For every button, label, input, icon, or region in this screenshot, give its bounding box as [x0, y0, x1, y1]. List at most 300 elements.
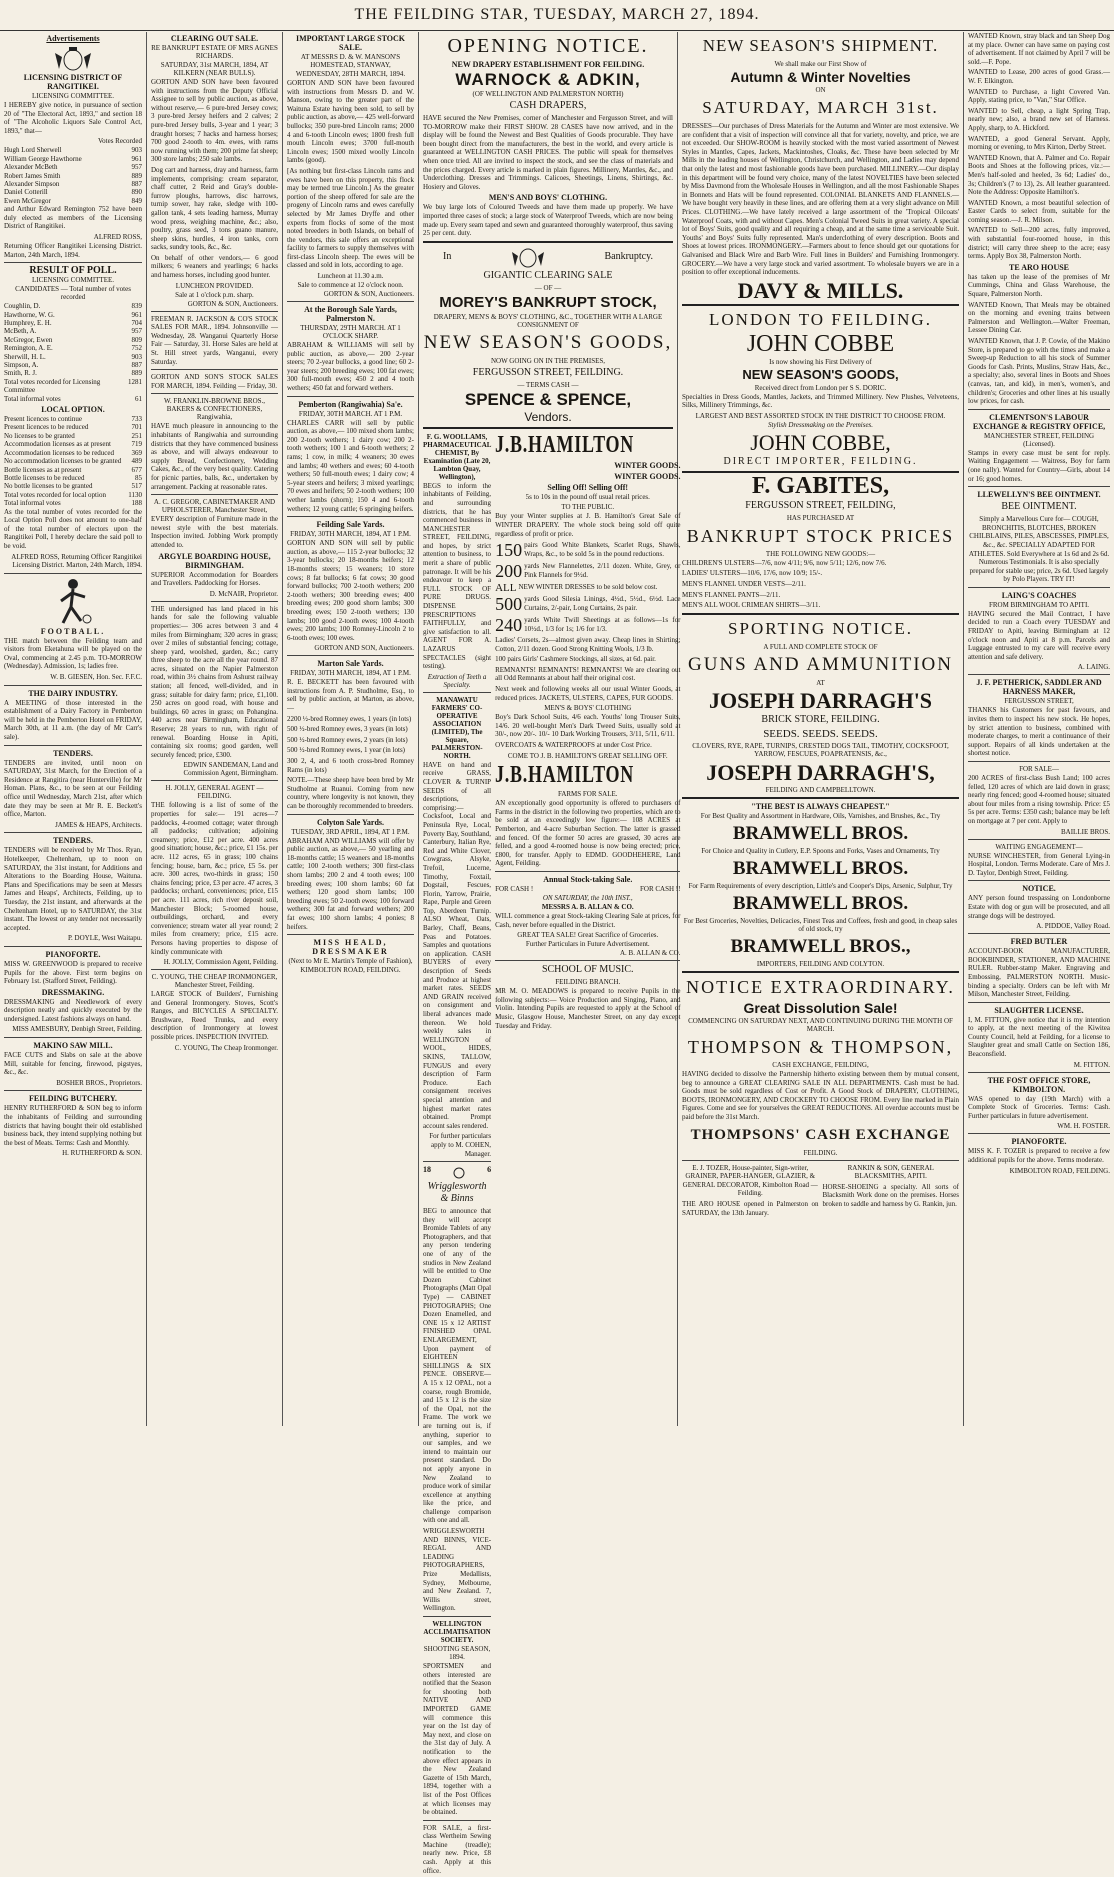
list-item: 300 2, 4, and 6 tooth cross-bred Romney Rams (in lots) [287, 757, 414, 774]
list-item: McGregor, Ewen 809 [4, 335, 142, 344]
ad-subheading: — TERMS CASH — [517, 380, 579, 389]
ad-heading: FARMS FOR SALE. [557, 790, 618, 799]
ad-heading: NOTICE. [1022, 884, 1056, 894]
signature: A. LAING. [1077, 663, 1110, 672]
list-item: McBeth, A. 957 [4, 327, 142, 336]
list-item: Accommodation licenses as at present 719 [4, 440, 142, 449]
ad-headline: BANKRUPT STOCK PRICES [686, 525, 955, 546]
ad-body: Dog cart and harness, dray and harness, farm implements, comprising: cream separator, chaff cutter, 2 Reid and Gray's double-furrow ploughs, harrows, disc harrows, turnip sower, hay rake, sledge with 100-gallon tank, 4 sets leading harness, Murray wood press, weighing machine, &c.; also, poultry, grass seed, 3 tons guano manure, sheep skins, hurdles, 4 iron tanks, corn sacks, sundry tools, &c., &c. [151, 165, 278, 252]
table-caption: CANDIDATES — Total number of votes recorded [15, 285, 131, 302]
royal-crest-icon [449, 1165, 469, 1179]
list-item: Humphrey, E. H. 704 [4, 319, 142, 327]
ad-heading: FEILDING BUTCHERY. [29, 1094, 117, 1104]
section-heading: Advertisements [46, 34, 100, 43]
signature: A. PIDDOE, Valley Road. [1036, 922, 1110, 931]
ad-body: 5s to 10s in the pound off usual retail prices. [525, 492, 650, 501]
ad-heading: Feilding Sale Yards. [316, 520, 385, 530]
ad-body: BEGS to inform the inhabitants of Feilding, and surrounding districts, that he has commenced business in MANCHESTER STREET, FEILDING, and hopes, by strict attention to business, to merit a share of public patronage. It will be his endeavour to keep a FULL STOCK OF PURE DRUGS. DISPENSE PRESCRIPTIONS FAITHFULLY, and give satisfaction to all. AGENT FOR A. LAZARUS SPECTACLES (sight testing). [423, 481, 492, 671]
list-item: ALL NEW WINTER DRESSES to be sold below cost. [495, 582, 658, 595]
signature: D. McNAIR, Proprietor. [209, 589, 278, 598]
ad-headline: JOSEPH DARRAGH'S, [706, 760, 935, 786]
ad-subheading: A FULL AND COMPLETE STOCK OF [763, 642, 878, 651]
ad-subheading: ON [815, 86, 826, 94]
ad-heading: FRED BUTLER [1010, 937, 1068, 947]
list-item: 500 yards Good Silesia Linings, 4½d., 5½d., 6½d. Lace Curtains, 2/-pair, Long Curtains, 2s pair. [495, 594, 681, 615]
ad-body: NOTE.—These sheep have been bred by Mr Studholme at Ruanui. Coming from new country, where longevity is not known, they can be thoroughly recommended to breeders. [287, 776, 414, 810]
ad-body: I, M. FITTON, give notice that it is my intention to apply, at the next meeting of the Kiwitea County Council, held at Feilding, for a license to Slaughter great and small Cattle on Section 186, Beaconsfield. [968, 1015, 1110, 1059]
ad-heading: IMPORTANT LARGE STOCK SALE. [295, 34, 406, 52]
newspaper-title: THE FEILDING STAR, TUESDAY, MARCH 27, 1894. [354, 6, 760, 23]
list-item: MEN'S FLANNEL UNDER VESTS—2/11. [682, 580, 806, 589]
list-item: Daniel Cotterill 890 [4, 188, 142, 197]
ad-body: Stamps in every case must be sent for reply. Waiting Engagement — Waitress, Boy for farm (one nally). Wanted for Country—Girls, about 14 or 16; good homes. [968, 448, 1110, 483]
ad-body: Specialties in Dress Goods, Mantles, Jackets, and Trimmed Millinery. New Plushes, Velveteens, Silks, Millinery Trimmings, &c. [682, 392, 959, 410]
classified-ad: WANTED, a good General Servant. Apply, morning or evening, to Mrs Kirton, Derby Street. [968, 134, 1110, 152]
ad-subheading: — OF — [534, 283, 562, 292]
ad-body: GORTON AND SON'S STOCK SALES FOR MARCH, 1894. Feilding — Friday, 30. [151, 373, 278, 390]
ad-heading: FOR SALE— [1019, 765, 1059, 773]
ad-heading: A. C. GREGOR, CABINETMAKER AND UPHOLSTERER, Manchester Street, [153, 498, 276, 515]
signature: WRIGGLESWORTH AND BINNS, VICE-REGAL AND LEADING PHOTOGRAPHERS, Prize Medallists, Sydney, Melbourne, and New Zealand. 7, Willis street, Wellington. [423, 1527, 492, 1613]
list-item: Simpson, A. 887 [4, 361, 142, 370]
ad-body: ANY person found trespassing on Londonborne Estate with dog or gun will be prosecuted, and all strange dogs will be destroyed. [968, 894, 1110, 920]
ad-heading: TENDERS. [53, 748, 93, 758]
ad-body: ABRAHAM AND WILLIAMS will offer by public auction, as above,— 50 yearling and 18-months cattle; 15 weaners and 18-months cattle; 100 2-tooth wethers; 300 first-class shorn lambs; 200 2 and 4 tooth ewes; 100 breeding ewes; 100 shorn lambs; 60 fat wethers; 120 good shorn lambs; 100 breeding ewes; 50 2-tooth ewes; 100 forward wethers; 300 fat and forward wethers; 200 fat ewes; 100 shorn lambs; 4 ponies; 8 heifers. [287, 836, 414, 931]
signature: EDWIN SANDEMAN, Land and Commission Agent, Birmingham. [183, 761, 278, 778]
ad-body: THANKS his Customers for past favours, and invites them to inspect his new stock. He hopes, by strict attention to business, combined with moderate charges, to merit a continuance of their support. Repairs of all kinds undertaken at the shortest notice. [968, 706, 1110, 758]
ad-body: has taken up the lease of the premises of Mr Cummings, China and Glass Warehouse, the Square, Palmerston North. [968, 272, 1110, 299]
ad-headline: NEW SEASON'S GOODS, [742, 366, 899, 382]
signature: ALFRED ROSS, [93, 233, 142, 241]
poll-list [4, 302, 142, 403]
ad-heading: WELLINGTON ACCLIMATISATION SOCIETY. [423, 1620, 491, 1644]
ad-subheading: RE BANKRUPT ESTATE OF MRS AGNES RICHARDS. [151, 44, 278, 60]
ad-heading: W. FRANKLIN-BROWNE BROS., BAKERS & CONFECTIONERS, Rangiwahia, [163, 397, 266, 422]
ad-subheading: WINTER GOODS. [614, 471, 681, 481]
list-item: Present licences to continue 733 [4, 415, 142, 424]
ad-body: 100 pairs Girls' Cashmere Stockings, all sizes, at 6d. pair. [495, 655, 656, 664]
ad-heading: PIANOFORTE. [45, 949, 101, 959]
list-item: No licenses to be granted 251 [4, 431, 142, 440]
ad-heading: SCHOOL OF MUSIC. [541, 964, 634, 976]
list-item: William George Hawthorne 961 [4, 154, 142, 163]
ad-subheading: IMPORTERS, FEILDING AND COLYTON. [756, 960, 885, 969]
list-item: Remington, A. E. 752 [4, 344, 142, 353]
ad-headline: OPENING NOTICE. [447, 35, 649, 57]
ad-headline: SPORTING NOTICE. [728, 618, 913, 638]
ad-heading: Wrigglesworth & Binns [427, 1181, 487, 1205]
signature: W. B. GIESEN, Hon. Sec. F.F.C. [50, 673, 142, 682]
ad-subheading: CASH DRAPERS, [509, 100, 587, 111]
ad-body: R. E. BECKETT has been favoured with instructions from A. P. Studholme, Esq., to sell by public auction, at Marton, as above,— [287, 678, 414, 713]
ad-heading: THE FOST OFFICE STORE, KIMBOLTON. [987, 1075, 1091, 1094]
list-item: 2200 ½-bred Romney ewes, 1 years (in lots) [287, 714, 412, 723]
ad-body: [As nothing but first-class Lincoln rams and ewes have been on this property, this flock may be termed true Lincoln.] As the greater portion of the sheep offered for sale are the progeny of Lincoln rams and ewes carefully selected by Mr James Dryffe and other experts from flocks of some of the most noted breeders in both Islands, on behalf of the vendors, this sale offers an exceptional facility to farmers to supply themselves with first-class Lincoln sheep. The ewes will be classed and sold in lots, according to age. [287, 166, 414, 270]
ad-subheading: BRICK STORE, FEILDING. [761, 713, 880, 725]
ad-heading: Colyton Sale Yards. [316, 817, 385, 827]
ad-subheading: LARGEST AND BEST ASSORTED STOCK IN THE DISTRICT TO CHOOSE FROM. [695, 411, 946, 420]
ad-heading: MAKINO SAW MILL. [33, 1041, 113, 1051]
ad-headline: JOHN COBBE, [750, 429, 891, 455]
ad-date: FRIDAY, 30TH MARCH. AT 1 P.M. [298, 409, 403, 418]
list-item: Sherwill, H. L. 903 [4, 352, 142, 361]
classified-ad: WANTED Known, that J. P. Cowie, of the Makino Store, is prepared to go with the times and make a Sweep-up Reduction to all his stock of Summer Goods for Cash. Prints, Muslins, Straw Hats, &c., a specialty; also, several lines in Boots and Shoes (canvas, tan, and kid), in men's, women's, and children's; Groceries and other lines at his usually low prices, for cash. [968, 337, 1110, 406]
ad-headline: BRAMWELL BROS. [732, 893, 909, 915]
ad-subheading: DIRECT IMPORTER, FEILDING. [723, 455, 918, 467]
classified-ad: WANTED Known, that A. Palmer and Co. Repair Boots and Shoes at the following prices, viz.:—Men's half-soled and heeled, 3s 6d; Ladies' do., 3s; Children's (7 to 13), 2s. All leather guaranteed. Note the Address: Opposite Hamilton's. [968, 153, 1110, 197]
ad-body: GORTON AND SON will sell by public auction, as above,— 115 2-year bullocks; 32 3-year bullocks; 20 18-months heifers; 12 18-months steers; 15 weaners; 10 store cows; 8 fat bullocks; 6 fat cows; 30 good forward bullocks; 700 2-tooth wethers; 200 2-tooth wethers; 300 breeding ewes; 400 breeding ewes; 200 good shorn lambs; 300 breeding ewes; 150 2-tooth wethers; 130 lambs; 100 good 2-tooth ewes; 100 4-tooth ewes; 200 lambs; 100 Romney-Lincoln 2 to 6-tooth ewes; 100 ewes. [287, 539, 414, 642]
ad-subheading: FERGUSSON STREET, [1004, 697, 1074, 706]
ad-headline: Great Dissolution Sale! [743, 1000, 898, 1017]
signature: GORTON AND SON, Auctioneers. [314, 644, 414, 653]
signature: A. B. ALLAN & CO. [619, 949, 681, 958]
ad-heading: MESSRS A. B. ALLAN & CO. [541, 902, 634, 911]
ad-headline: SPENCE & SPENCE, [464, 389, 632, 409]
classified-ad: WANTED Known, stray black and tan Sheep Dog at my place. Owner can have same on paying cost of advertisement. If not claimed by April 7 will be sold.—F. Pope. [968, 32, 1110, 66]
list-item: 240 yards White Twill Sheetings at as follows—1s for 10½d., 1/3 for 1s; 1/6 for 1/3. [495, 615, 681, 636]
list-item: 500 ½-bred Romney ewes, 3 years (in lots) [287, 725, 408, 734]
list-item: Accommodation licenses to be reduced 369 [4, 448, 142, 457]
signature: BOSHER BROS., Proprietors. [56, 1078, 142, 1087]
ad-body: FOR SALE, a first-class Wertheim Sewing Machine (treadle); nearly new. Price, £8 cash. Apply at this office. [423, 1823, 492, 1875]
list-item: 150 pairs Good White Blankets, Scarlet Rugs, Shawls, Wraps, &c., to be sold 5s in the pound reductions. [495, 540, 681, 561]
royal-crest-icon [53, 45, 93, 71]
ad-heading: E. J. TOZER, House-painter, Sign-writer, GRAINER, PAPER-HANGER, GLAZIER, & GENERAL DECORATOR, Kimbolton Road — Feilding. [682, 1163, 818, 1198]
ad-body: FACE CUTS and Slabs on sale at the above Mill, suitable for fencing, firewood, pigstyes, &c., &c. [4, 1051, 142, 1077]
ad-subheading: MANCHESTER STREET, FEILDING (Licensed). [983, 431, 1095, 448]
ad-subheading: FEILDING AND CAMPBELLTOWN. [765, 786, 876, 795]
list-item: Total votes recorded for Licensing Committee 1281 [4, 377, 142, 395]
list-item: Alexander Simpson 887 [4, 180, 142, 188]
signature: GORTON & SON, Auctioneers. [187, 299, 278, 308]
ad-body: We buy large lots of Coloured Tweeds and have them made up properly. We have imported three cases of stock; a large stock of Waterproof Tweeds, which are now being made up. Every seam taped and sewn and guaranteed thoroughly waterproof, thus saving 25 per cent. duty. [423, 203, 673, 238]
ad-heading: LOCAL OPTION. [41, 405, 105, 415]
ad-heading: CLEARING OUT SALE. [170, 34, 259, 43]
ad-body: and Arthur Edward Remington 752 have been duly elected as members of the Licensing District of Rangitikei. [4, 205, 142, 231]
ad-headline: THOMPSON & THOMPSON, [687, 1037, 954, 1058]
masthead [0, 0, 1114, 31]
list-item: Coughlin, D. 839 [4, 302, 142, 311]
ad-subheading: COMMENCING ON SATURDAY NEXT, AND CONTINUING DURING THE MONTH OF MARCH. [688, 1017, 953, 1034]
ad-note: Sale at 1 o'clock p.m. sharp. [175, 290, 254, 299]
ad-body: TENDERS will be received by Mr Thos. Ryan, Hotelkeeper, Cheltenham, up to noon on SATURDAY, the 31st instant, for Additions and Alterations to the Boarding House, Waituna. Plans and Specifications may be seen at Messrs James and Heaps', Architects, Feilding, up to Tuesday, the 21st instant, and afterwards at the Cheltenham Hotel, up to SATURDAY, the 31st instant. The lowest or any tender not necessarily accepted. [4, 846, 142, 932]
column-2 [147, 32, 282, 1426]
signature: KIMBOLTON ROAD, FEILDING. [1009, 1166, 1110, 1175]
ad-body: LARGE STOCK of Builders', Furnishing and General Ironmongery. Stoves, Scott's Ranges, and BICYCLES A SPECIALTY. Brushware, Reed Trunks, and every description of Ironmongery at lowest possible prices. INSPECTION INVITED. [151, 990, 278, 1042]
list-item: 500 ½-bred Romney ewes, 1 year (in lots) [287, 746, 405, 755]
ad-subheading: LICENSING COMMITTEE. [31, 276, 115, 285]
ad-body: A MEETING of those interested in the establishment of a Dairy Factory in Pemberton will be held in the Pemberton Hotel on FRIDAY, March 30th, at 11 a.m. (the day of Mr Carr's sale). [4, 698, 142, 742]
list-item: LADIES' ULSTERS—10/6, 17/6, now 10/9; 15/-. [682, 569, 823, 578]
ad-heading: CLEMENTSON'S LABOUR EXCHANGE & REGISTRY OFFICE, [972, 412, 1106, 431]
ad-note: LUNCHEON PROVIDED. [175, 281, 254, 290]
ad-body: MISS K. F. TOZER is prepared to receive a few additional pupils for the above. Terms moderate. [968, 1147, 1110, 1165]
list-item: Alexander McBeth 957 [4, 163, 142, 172]
ad-subheading: NEW DRAPERY ESTABLISHMENT FOR FEILDING. [451, 60, 645, 69]
ad-subheading: LICENSING COMMITTEE. [31, 92, 115, 100]
footballer-illustration-icon [53, 577, 93, 625]
ad-subheading: (OF WELLINGTON AND PALMERSTON NORTH) [472, 90, 624, 98]
ad-heading: "THE BEST IS ALWAYS CHEAPEST." [751, 802, 890, 812]
ad-note: Stylish Dressmaking on the Premises. [767, 420, 874, 429]
hamilton-logo: J.B.HAMILTON [495, 431, 635, 458]
ad-heading: DRESSMAKING. [41, 987, 105, 997]
list-item: Hugh Lord Sherwell 903 [4, 146, 142, 155]
ad-subheading: For Best Groceries, Novelties, Delicacies, Finest Teas and Coffees, fresh and good, in cheap sales of old stock, try [683, 917, 958, 934]
ad-body: TENDERS are invited, until noon on SATURDAY, 31st March, for the Erection of a Residence at Rangitira (near Hunterville) for Mr Homan. Plans, &c., to be seen at our Feilding office until Wednesday, March 21st, after which date they may be seen at Mr R. E. Beckett's office, Marton. [4, 758, 142, 819]
ad-headline: THOMPSONS' CASH EXCHANGE [690, 1126, 951, 1143]
ad-body: COME TO J. B. HAMILTON'S GREAT SELLING OFF. [507, 751, 668, 760]
column-4 [419, 32, 681, 1875]
list-item: 500 ½-bred Romney ewes, 2 years (in lots) [287, 735, 408, 744]
ad-body: BEG to announce that they will accept Bromide Tablets of any Photographers, and that any person tendering one of any of the studios in New Zealand will be entitled to One Dozen Cabinet Photographs (Matt Opal Type) — CABINET PHOTOGRAPHS; One Dozen Enamelled, and ONE 15 x 12 ARTIST FINISHED OPAL ENLARGEMENT, Upon payment of EIGHTEEN SHILLINGS & SIX PENCE. OBSERVE—A 15 x 12 OPAL, not a coarse, rough Bromide, and 15 x 12 is the size of the Opal, not the Frame. The work we are turning out is, if anything, superior to our samples, and we intend to maintain our present standard. Do not apply anyone in New Zealand to produce work of similar excellence at anything like the price, and challenge comparison with one and all. [423, 1207, 492, 1525]
ad-body: CHARLES CARR will sell by public auction, as above,— 100 mixed shorn lambs; 200 2-tooth wethers; 1 dairy cow; 200 2-tooth wethers; 100 1 and 6-tooth wethers; 2 rams; 1 cow, in milk; 4 weaners; 30 ewes and lambs; 40 wethers and ewes; 60 4-tooth wethers; 50 full-mouth ewes; 1 dairy cow; 4 5-year steers and heifers; 3 mixed yearlings; 70 ewes and heifers; 50 2-tooth wethers; 100 wether lambs (shorn); 150 4 and 6-tooth wethers; 12 young cattle; 6 springing heifers. [287, 418, 414, 513]
ad-body: Next week and following weeks all our usual Winter Goods, at reduced prices. JACKETS, ULSTERS, CAPES, FUR GOODS. [495, 685, 681, 702]
ad-heading: MEN'S AND BOYS' CLOTHING. [488, 193, 608, 203]
ad-date: 6 [487, 1165, 492, 1175]
ad-body: THE match between the Feilding team and visitors from Eketahuna will be played on the Oval, commencing at 2.45 p.m. TO-MORROW (Wednesday). Admission, 1s; ladies free. [4, 636, 142, 671]
ad-subheading: Selling Off! Selling Off! [547, 482, 629, 492]
ad-heading: H. JOLLY, GENERAL AGENT — FEILDING. [165, 784, 264, 801]
list-item: Total informal votes 188 [4, 499, 142, 508]
list-item: MEN'S ALL WOOL CRIMEAN SHIRTS—3/11. [682, 601, 821, 610]
list-item: Hawthorne, W. G. 961 [4, 310, 142, 319]
list-item: Present licences to be reduced 701 [4, 423, 142, 432]
ad-note: Further Particulars in Future Advertisement. [525, 940, 650, 949]
ad-body: GORTON AND SON have been favoured with instructions from Messrs D. and W. Manson, owing to the greater part of the Waituna Estate having been sold, to sell by public auction, as above,— 425 well-forward bullocks; 350 pure-bred Lincoln rams; 2000 4 and 6-tooth Lincoln ewes; 1800 fresh full mouth Lincoln ewes; 3700 full-mouth Lincoln ewes; 1500 mixed woolly Lincoln lambs (good). [287, 79, 414, 165]
ad-subheading: DRAPERY, MEN'S & BOYS' CLOTHING, &C., TOGETHER WITH A LARGE CONSIGNMENT OF [433, 312, 663, 329]
signature: JAMES & HEAPS, Architects. [55, 820, 142, 829]
ad-date: TUESDAY, 3RD APRIL, 1894, AT 1 P.M. [291, 827, 410, 836]
ad-headline: F. GABITES, [751, 472, 890, 499]
ad-heading: MANAWATU FARMERS' CO-OPERATIVE ASSOCIATION (LIMITED), The Square, PALMERSTON-NORTH. [431, 695, 483, 760]
column-5 [678, 32, 963, 1426]
ad-body: HAVING secured the Mail Contract, I have decided to run a Coach every TUESDAY and FRIDAY to Apiti, leaving Birmingham at 12 o'clock noon and Apiti at 8 p.m. Parcels and Luggage entrusted to my care will receive every attention and safe delivery. [968, 609, 1110, 661]
list-item: No bottle licenses to be granted 517 [4, 482, 142, 491]
ad-headline: DAVY & MILLS. [737, 277, 904, 303]
ad-subheading: WINTER GOODS. [614, 460, 681, 470]
list-item: No accommodation licenses to be granted 489 [4, 457, 142, 466]
ad-heading: J. F. PETHERICK, SADDLER AND HARNESS MAKER, [976, 678, 1102, 697]
classified-ad: WANTED Known, a most beautiful selection of Easter Cards to select from, suitable for the coming season.—J. R. Milson. [968, 198, 1110, 224]
ad-label: In [443, 250, 452, 262]
ad-body: (Next to Mr E. Martin's Temple of Fashion), KIMBOLTON ROAD, FEILDING. [288, 957, 413, 974]
ad-heading: LLEWELLYN'S BEE OINTMENT. [977, 490, 1101, 500]
ad-body: On behalf of other vendors,— 6 good milkers; 6 weaners and yearlings; 6 hacks and harness horses, including good hunter. [151, 253, 278, 280]
ad-subheading: NOW GOING ON IN THE PREMISES, [490, 356, 606, 365]
ad-body: HAVE on hand and receive GRASS, CLOVER & TURNIP SEEDS of all descriptions, comprising:—Cocksfoot, Local and Peninsula Rye, Local, Poverty Bay, Southland, Canterbury, Italian Rye, Red and White Clover, Cowgrass, Alsyke, Trefoil, Lucerne, Timothy, Foxtail, Dogstail, Fescues, Florin, Yarrow, Prairie, Rape, Purple and Green Top, Aberdeen Turnip. ALSO Wheat, Oats, Barley, Chaff, Beans, Peas and Potatoes. Samples and quotations on application. CASH BUYERS of every description of Seeds and Produce at highest market rates. SEEDS AND GRAIN received on consignment and liberal advances made thereon. We hold weekly sales in WELLINGTON of WOOL, HIDES, SKINS, TALLOW, FUNGUS and every description of Farm Produce. Each consignment receives special attention and highest market rates obtained. Prompt account sales rendered. [423, 760, 492, 1130]
column-1 [0, 32, 146, 1426]
ad-subheading: THE FOLLOWING NEW GOODS:— [765, 549, 876, 558]
list-item: Bottle licenses to be reduced 85 [4, 473, 142, 482]
ad-subheading: FERGUSSON STREET, FEILDING, [745, 499, 896, 511]
ad-note: Extraction of Teeth a Specialty. [427, 672, 487, 689]
ad-headline: NOTICE EXTRAORDINARY. [686, 977, 955, 998]
ad-body: WILL commence a great Stock-taking Clearing Sale at prices, for Cash, never before equalled in the District. [495, 911, 681, 929]
ad-note: GREAT TEA SALE! Great Sacrifice of Groceries. [517, 931, 659, 940]
ad-body: THE undersigned has land placed in his hands for sale the following valuable properties:— 306 acres between 3 and 4 miles from Birmingham; 320 acres in grass; over 2 miles of substantial fencing; cottage, sheep yard, woolshed, garden, &c.; carry three sheep to the acre all the year round. 87 acres, situated on the Napier Palmerston road, within 3½ chains from Ashurst railway station; all fenced, well-divided, and in grass; suitable for dairy farm; price, £1,100. 250 acres on good road, with house and buildings, 60 acres in grass; on Pohangina. 440 acres near Birmingham, Educational Reserve; 28 years to run, with right of renewal. Boarding House in Apiti, containing six rooms; good garden, well securely fenced; price, £300. [151, 604, 278, 759]
ad-body: HORSE-SHOEING a specialty. All sorts of Blacksmith Work done on the premises. Horses broken to saddle and harness by G. Rankin, jun. [822, 1182, 959, 1208]
ad-headline: SATURDAY, MARCH 31st. [702, 98, 939, 117]
list-item: Total votes recorded for local option 1130 [4, 490, 142, 499]
table-caption: Votes Recorded [98, 137, 142, 146]
hamilton-logo: J.B.HAMILTON [495, 762, 635, 789]
ad-heading: Pemberton (Rangiwahia) Sa'e. [298, 399, 403, 409]
ad-body: WAS opened to day (19th March) with a Complete Stock of Groceries. Terms: Cash. Further particulars in future advertisement. [968, 1094, 1110, 1120]
list-item: CHILDREN'S ULSTERS—7/6, now 4/11; 9/6, now 5/11; 12/6, now 7/6. [682, 558, 887, 567]
signature: P. DOYLE, West Waitapu. [67, 934, 142, 943]
ad-subheading: FROM BIRMINGHAM TO APITI. [988, 600, 1090, 609]
ad-body: As the total number of votes recorded for the Local Option Poll does not amount to one-half of the total number of electors upon the Rangitikei Poll, I hereby declare the said poll to be void. [4, 507, 142, 550]
column-3 [283, 32, 418, 1426]
ad-headline: MOREY'S BANKRUPT STOCK, [439, 293, 657, 311]
ad-body: GORTON AND SON have been favoured with instructions from the Deputy Official Assignee to sell by public auction, as above, without reserve,— 6 pure-bred Jersey cows; 3 pure-bred Jersey heifers and 2 calves; 2 pure-bred Jersey bulls, 3-year and 1 year; 3 draught horses; 7 hacks and harness horses; 700 good 2-tooth to 4m. ewes, with rams now running with them; 200 prime fat sheep; 300 store lambs; 250 sale lambs. [151, 78, 278, 164]
signature: H. RUTHERFORD & SON. [62, 1149, 142, 1158]
ad-headline: NEW SEASON'S SHIPMENT. [702, 36, 939, 55]
ad-subheading: FERGUSSON STREET, FEILDING. [472, 366, 624, 378]
list-item: Robert James Smith 889 [4, 171, 142, 180]
ad-body: SPORTSMEN and others interested are notified that the Season for shooting both NATIVE AND IMPORTED GAME will commence this year on the 1st day of May next, and close on the 31st day of July. A notification to the above effect appears in the New Zealand Gazette of 15th March, 1894, together with a list of the Post Offices at which licenses may be obtained. [423, 1662, 492, 1817]
signature: GORTON & SON, Auctioneers. [323, 290, 414, 299]
ad-body: AN exceptionally good opportunity is offered to purchasers of Farms in the district in the following two properties, which are to be sold at an exceedingly low figure:— 108 ACRES at Pemberton, and 4-acre Suburban Section. The latter is grassed and fenced. Of the former 50 acres are grassed, 30 acres are felled, and a good 4-roomed house is now being erected; price, £800, for transfer. Apply to EDMD. GOODHEHERE, Land Agent, Feilding. [495, 799, 681, 868]
ad-date: ON SATURDAY, the 10th INST., [542, 893, 633, 902]
ad-heading: GIGANTIC CLEARING SALE [483, 269, 613, 281]
ad-heading: LAING'S COACHES [1001, 590, 1077, 600]
signature: ALFRED ROSS, Returning Officer Rangitikei Licensing District. Marton, 24th March, 1894. [11, 552, 142, 570]
ad-heading: RESULT OF POLL. [29, 265, 117, 277]
ad-body: CLOVERS, RYE, RAPE, TURNIPS, CRESTED DOGS TAIL, TIMOTHY, COCKSFOOT, YARROW, FESCUES, POAPRATENSIS, &c., [692, 741, 949, 759]
list-item: Bottle licenses as at present 677 [4, 465, 142, 474]
ad-headline: BRAMWELL BROS. [732, 823, 909, 845]
ad-headline: BRAMWELL BROS. [732, 858, 909, 880]
ad-subheading: For Choice and Quality in Cutlery, E.P. Spoons and Forks, Vases and Ornaments, Try [701, 847, 940, 856]
vote-list [4, 146, 142, 205]
list-item: 200 yards New Flannelettes, 2/11 dozen. White, Grey, or Pink Flannels for 9½d. [495, 561, 681, 582]
ad-heading: TENDERS. [53, 836, 93, 846]
ad-heading: Annual Stock-taking Sale. [543, 874, 633, 884]
ad-subheading: Is now showing his First Delivery of [769, 357, 872, 366]
ad-headline: BRAMWELL BROS., [730, 936, 911, 958]
ad-subheading: SHOOTING SEASON, 1894. [423, 1645, 491, 1661]
ad-body: HAVING decided to dissolve the Partnership hitherto existing between them by mutual consent, beg to announce a GREAT CLEARING SALE IN ALL DEPARTMENTS. Cash must be had. Goods must be sold regardless of Cost or Profit. A Good Stock of DRAPERY, CLOTHING, BOOTS, IRONMONGERY, AND CROCKERY TO CHOOSE FROM. Every line marked in Plain Figures. Come and see for yourselves the GREAT REDUCTIONS. All overdue accounts must be paid before the 31st March. [682, 1070, 959, 1121]
ad-heading: FOOTBALL. [40, 626, 106, 636]
ad-subheading: We shall make our First Show of [774, 60, 867, 68]
signature: M. FITTON. [1073, 1060, 1110, 1069]
ad-headline: JOSEPH DARRAGH'S [708, 687, 933, 713]
ad-body: MISS W. GREENWOOD is prepared to receive Pupils for the above. First term begins on February 1st. (Stafford Street, Feilding). [4, 959, 142, 986]
classified-ad: WANTED to Lease, 200 acres of good Grass.—W. F. Elkington. [968, 68, 1110, 85]
ad-date: FRIDAY, 30TH MARCH, 1894, AT 1 P.M. [290, 669, 411, 678]
ad-heading: TO THE PUBLIC. [561, 503, 615, 512]
ad-subheading: Received direct from London per S S. DORIC. [754, 383, 887, 392]
ad-subheading: BEE OINTMENT. [1001, 501, 1077, 513]
royal-crest-icon [510, 246, 546, 268]
ad-heading: RANKIN & SON, GENERAL BLACKSMITHS, APITI. [847, 1163, 934, 1181]
ad-body: DRESSES—Our purchases of Dress Materials for the Autumn and Winter are most extensive. We are confident that a visit of inspection will convince all that for variety, novelty, and price, we are not exceeded. Our SHOW-ROOM is heavily stocked with the most varied assortment of Newest Styles in Mantles, Capes, Jackets, Mackintoshes, Cloaks, &c. These have been selected by Mr Mills in the leading houses of Wellington, Christchurch, and Wellington, and Ladies may depend that only the latest and most fashionable goods have been purchased. MILLINERY.—Our display in this department will be found very choice, many of the latest NOVELTIES have been selected by Miss Davmond from the Wholesale Houses in Wellington, and all the most Fashionable Shapes in Bonnets and Hats will be found represented. COLONIAL BLANKETS AND FLANNELS.—We have bought very heavily in these lines, and are offering them at a very slight advance on Mill Prices. CLOTHING.—We have lately received a large assortment of the 'Tropical Oilcoats' Waterproof Coats, with and without Capes. Men's Colonial Tweed Suits in great variety. A special lot of Boys' Suits, good quality and all requiring a cheap, and at the same time a serviceable Suit. Youths' and Boys' Suits fully represented. Man's underclothing of every description. Boots and Shoes at lowest prices. IRONMONGERY.—Farmers about to fence should get our quotations for Galvanised and Black Wire and Barb Wire. Full lines in Builders' and Furnishing Ironmongery. GROCERY.—We have a very large stock and varied assortment. To wholesale buyers we are in a position to offer exceptional inducements. [682, 122, 959, 277]
ad-body: HENRY RUTHERFORD & SON beg to inform the inhabitants of Feilding and surrounding districts that having bought their old established business back, they intend supplying nothing but the best of Meats. Terms: Cash and Monthly. [4, 1104, 142, 1147]
ad-heading: THE DAIRY INDUSTRY. [28, 688, 118, 698]
ad-headline: WARNOCK & ADKIN, [455, 70, 641, 89]
ad-subheading: AT MESSRS D. & W. MANSON'S HOMESTEAD, STANWAY, [300, 53, 401, 69]
ad-heading: TE ARO HOUSE [1008, 262, 1069, 272]
ad-body: EVERY description of Furniture made in the newest style with the best materials. Inspection invited. Jobbing Work promptly attended to. [151, 515, 278, 549]
ad-heading: MISS HEALD, DRESSMAKER [312, 938, 389, 957]
ad-note: Luncheon at 11.30 a.m. [317, 272, 384, 281]
ad-note: Sale to commence at 12 o'clock noon. [297, 281, 404, 290]
signature: BAILLIE BROS. [1061, 827, 1110, 836]
ad-date: THURSDAY, 29TH MARCH. AT 1 O'CLOCK SHARP. [300, 324, 401, 341]
ad-heading: Marton Sale Yards. [317, 659, 384, 669]
list-item: Smith, R. J. 889 [4, 369, 142, 378]
ad-date: 18 [423, 1165, 431, 1175]
classified-ad: WANTED to Sell, cheap, a light Spring Trap, nearly new; also, a brand new set of Harness. Apply, sharp, to A. Hickford. [968, 106, 1110, 132]
ad-headline: JOHN COBBE [746, 330, 895, 357]
ad-body: REMNANTS! REMNANTS! REMNANTS! We are clearing out all Odd Remnants at about half their original cost. [495, 665, 681, 683]
ad-body: Buy your Winter supplies at J. B. Hamilton's Great Sale of WINTER DRAPERY. The whole stock being sold off quite regardless of profit or price. [495, 512, 681, 538]
ad-subheading: FEILDING BRANCH. [555, 978, 621, 987]
ad-heading: C. YOUNG, THE CHEAP IRONMONGER, Manchester Street, Feilding. [151, 973, 278, 990]
ad-heading: At the Borough Sale Yards, Palmerston N. [304, 305, 397, 324]
ad-body: ABRAHAM & WILLIAMS will sell by public auction, as above,— 200 2-year steers; 70 2-year bullocks, a good line; 60 2-year steers; 200 breeding ewes; 100 fat ewes; 300 full-mouth ewes; 450 2 and 4 tooth wethers; 450 fat and forward wethers. [287, 341, 414, 393]
ad-body: HAVE much pleasure in announcing to the inhabitants of Rangiwahia and surrounding districts that they have commenced business as above, and will always endeavour to supply Bread, Confectionery, Wedding Cakes, &c., of the very best quality. Catering for picnic parties, balls, &c., undertaken by arrangement. Packing at reasonable rates. [151, 422, 278, 491]
ad-body: SUPERIOR Accommodation for Boarders and Travellers. Paddocking for Horses. [151, 570, 278, 588]
ad-subheading: FEILDING. [803, 1148, 838, 1157]
ad-body: THE ARO HOUSE opened in Palmerston on SATURDAY, the 13th January. [682, 1199, 819, 1217]
classified-ad: WANTED to Purchase, a light Covered Van. Apply, stating price, to "Van," Star Office. [968, 87, 1110, 105]
signature: H. JOLLY, Commission Agent, Feilding. [163, 958, 278, 967]
ad-heading: MEN'S & BOYS' CLOTHING [544, 704, 632, 713]
signature: WM. H. FOSTER. [1057, 1122, 1110, 1131]
ad-date: WEDNESDAY, 28TH MARCH, 1894. [295, 70, 406, 78]
list-item: MEN'S FLANNEL PANTS—2/11. [682, 590, 781, 599]
ad-body: 200 ACRES of first-class Bush Land; 100 acres felled, 120 acres of which are laid down in grass; nearly ring fenced; good 4-roomed house; situated about four miles from a rising township. Price: £5 5s per acre. Terms: £350 cash; balance may be left on mortgage at 7 per cent. Apply to [968, 774, 1110, 825]
ad-heading: F. G. WOOLLAMS, PHARMACEUTICAL CHEMIST, By Examination (Late 20, Lambton Quay, Wellington), [423, 432, 492, 481]
list-item: Total informal votes 61 [4, 394, 142, 403]
ad-body: Boy's Dark School Suits, 4/6 each. Youths' long Trouser Suits, 14/6. 20 well-bought Men's Dark Tweed Suits, usually sold at 30/-, now 20/-. 10/- 10 Dark Working Trousers, 3/11, 5/11, 6/11. [495, 713, 681, 739]
signature: C. YOUNG, The Cheap Ironmonger. [174, 1043, 278, 1052]
ad-date: FRIDAY, 30TH MARCH, 1894, AT 1 P.M. [290, 530, 411, 539]
ad-subheading: HAS PURCHASED AT [786, 513, 855, 522]
ad-body: NURSE WINCHESTER, from General Lying-in Hospital, London. Terms Moderate. Care of Mrs J. D. Taylor, Denbigh Street, Feilding. [968, 851, 1110, 877]
ad-body: FREEMAN R. JACKSON & CO'S STOCK SALES FOR MAR., 1894. Johnsonville — Wednesday, 28. Wanganui Quarterly Horse Fair — Saturday, 31. Horse Sales are held at St. Hill street yards, Wanganui, every Saturday. [151, 314, 278, 366]
classified-ad: WANTED Known, That Meals may be obtained on the morning and evening trains between Palmerston and Wellington.—Walter Freeman, Lessee Dining Car. [968, 300, 1110, 335]
ad-body: Simply a Marvellous Cure for— COUGH, BRONCHITIS, BLOTCHES, BROKEN CHILBLAINS, PILES, ABSCESSES, PIMPLES, &c., &c. SPECIALLY ADAPTED FOR ATHLETES. Sold Everywhere at 1s 6d and 2s 6d. Numerous Testimonials. It is also specially prepared for stable use; price, 2s 6d. Used largely by Polo Players. TRY IT! [968, 515, 1110, 584]
ad-body: THE following is a list of some of the properties for sale:— 191 acres—7 paddocks, 4-roomed cottage; water through all paddocks; cultivation; adjoining creamery; price, £12 per acre. 400 acres good situation; house, &c.; price, £1 15s. per acre. 112 acres, 65 in grass; 100 chains fencing; house, barn, &c.; price, £5 5s. per acre. 300 acres, two-thirds in grass; 150 chains fencing; price, £3 per acre. 47 acres, 3 paddocks; orchard, conveniences; price, £15 per acre. 111 acres, rich river deposit soil, Manchester Block; 5-roomed house, outbuildings, orchard, and every convenience; stream water all year round; 2 miles from creamery; price, £15 acre. Persons having properties to dispose of kindly communicate with [151, 801, 278, 956]
ad-heading: PIANOFORTE. [1011, 1137, 1067, 1147]
signature: MISS AMESBURY, Denbigh Street, Feilding. [12, 1025, 142, 1034]
ad-heading: LICENSING DISTRICT OF RANGITIKEI. [23, 73, 123, 91]
ad-heading: WAITING ENGAGEMENT— [995, 842, 1083, 851]
column-6 [964, 32, 1114, 1426]
list-item: Ewen McGregor 849 [4, 196, 142, 205]
ad-label: Bankruptcy. [604, 250, 653, 262]
ad-subheading: AT [816, 678, 825, 687]
ad-body: Returning Officer Rangitikei Licensing District. Marton, 24th March, 1894. [4, 242, 142, 259]
ad-body: HAVE secured the New Premises, corner of Manchester and Fergusson Street, and will TO-MORROW make their FIRST SHOW. 28 CASES have now arrived, and in the display will be found the Newest and Best Qualities of Goods procurable. They have been bought direct from the manufacturers, the best in the world, and every article is guaranteed at WELLINGTON CASH PRICES. The public will speak for themselves when once tried. All are invited to inspect the stock, and see the class of materials and the prices charged. Every article is marked in plain figures. Millinery, Mantles, &c., and Underclothing. Dresses and Trimmings. Calicoes, Sheetings, Linens, Shirtings, &c. Hosiery and Gloves. [423, 114, 673, 191]
ad-label: FOR CASH !! [640, 884, 681, 893]
ad-subheading: SEEDS. SEEDS. SEEDS. [763, 727, 878, 740]
ad-subheading: Vendors. [524, 409, 572, 424]
ad-heading: SLAUGHTER LICENSE. [994, 1005, 1084, 1015]
ad-headline: NEW SEASON'S GOODS, [423, 331, 673, 353]
ad-subheading: For Farm Requirements of every description, Little's and Cooper's Dips, Arsenic, Sulphur, Try [688, 882, 953, 891]
ad-subheading: For Best Quality and Assortment in Hardware, Oils, Varnishes, and Brushes, &c., Try [700, 812, 941, 821]
option-list [4, 415, 142, 507]
ad-body: Ladies' Corsets, 2s—almost given away. Cheap lines in Shirting; Cotton, 2/11 dozen. Good Strong Knitting Wools, 1/3 lb. [495, 636, 681, 653]
ad-body: I HEREBY give notice, in pursuance of section 20 of "The Electoral Act, 1893," and section 18 of "The Alcoholic Liquors Sale Control Act, 1893," that— [4, 101, 142, 135]
ad-headline: GUNS AND AMMUNITION [688, 653, 953, 675]
ad-body: DRESSMAKING and Needlework of every description neatly and quickly executed by the undersigned. Latest fashions always on hand. [4, 997, 142, 1023]
